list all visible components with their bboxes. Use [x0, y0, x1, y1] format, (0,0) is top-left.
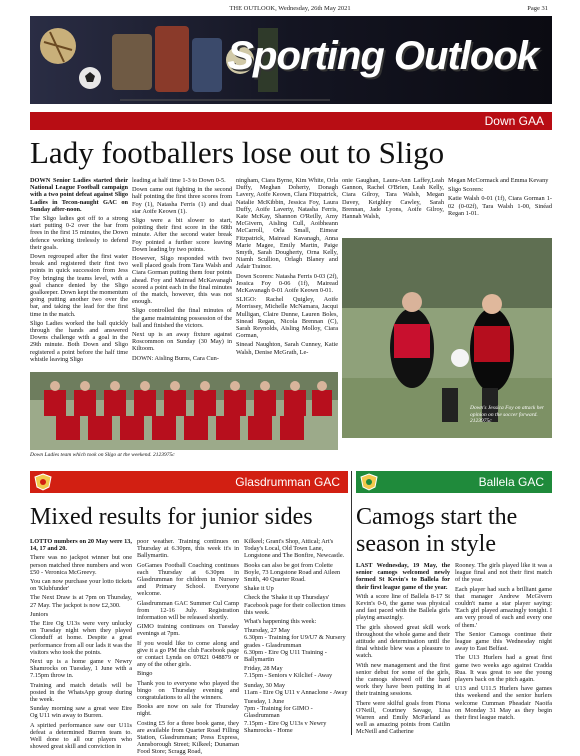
paragraph: Next up is a home game v Newry Shamrocks on Tuesday, 1 June with a 7.15pm throw in. — [30, 658, 132, 680]
paragraph: Sligo Ladies worked the ball quickly through the hands and answered Downs challenge with a goal in the 29th minute. Both Down and Sligo registered a point before the half time whistle leaving Sligo — [30, 319, 128, 363]
paragraph: There was no jackpot winner but one person matched three numbers and won £50 - Veronica McGreevy. — [30, 554, 132, 576]
paper-dateline: THE OUTLOOK, Wednesday, 26th May 2021 — [229, 5, 351, 12]
paragraph: If you would like to come along and give it a go PM the club Facebook page or contact Lynda on 07821 048879 or any of the other girls. — [137, 639, 239, 669]
paragraph: Each player had such a brilliant game that manager Andrew McGivern couldn't name a star player saying: 'Each girl played amazingly tonight. I am very proud of each and every one of them.' — [455, 585, 552, 629]
paragraph: A spirited performance saw our U11s defeat a determined Burren team to. Well done to all our players who showed great skill and conviction in — [30, 721, 132, 751]
glasdrumman-crest-icon — [34, 473, 52, 491]
paragraph: With a score line of Ballela 8-17 St Kevin's 0-0, the game was physical and fast paced with the Ballela girls playing amazingly. — [356, 592, 450, 622]
masthead-banner — [30, 16, 552, 104]
section-bar-down-gaa — [30, 112, 552, 130]
article-column-5 — [448, 177, 552, 235]
paragraph: The Sligo ladies got off to a strong start putting 0-2 over the bar from frees in the first 15 minutes, the Down defence working tirelessly to defend their goals. — [30, 215, 128, 251]
paragraph: However, Sligo responded with two well placed goals from Tara Walsh and Ciara Gorman putting them four points ahead. Foy and Mairead McKavanagh scored a point each in the final minutes of the match, however, this was not enough. — [132, 255, 232, 306]
section-label: Ballela GAC — [478, 475, 544, 489]
paragraph: Costing £5 for a three book game, they are available from Quarter Road Filling Station, Glasdrumman; Press Express, Annsborough Street; Kilkeel; Dunaman Food Store; Scragg Road, — [137, 719, 239, 756]
page-header — [30, 2, 550, 16]
column-divider — [351, 471, 352, 735]
paragraph: The Senior Camogs continue their league game this Wednesday night away to East Belfast. — [455, 630, 552, 653]
paragraph: Glasdrumman GAC Summer Cul Camp from 12-16 July. Registration information will be released shortly. — [137, 599, 239, 622]
paragraph: Sinead Naughton, Sarah Cunney, Katie Walsh, Denise McGrath, Le- — [236, 341, 338, 356]
team-photo — [30, 372, 338, 450]
schedule-day: Tuesday, 1 June — [244, 698, 285, 706]
paragraph: Down regrouped after the first water break and registered their first two points in quick succession from Jess Foy bringing the teams level, with a goal chance denied by the Sligo goalkeeper. Down kept the momentum going putting another two over the bar, and taking the lead for the first time in the match. — [30, 253, 128, 318]
lead-paragraph: LAST Wednesday, 19 May, the senior camogs welcomed newly formed St Kevin's to Ballela for their first league game of the year. — [356, 562, 450, 591]
section-bar-ballela — [356, 471, 552, 493]
paragraph: U13 and U11.5 Hurlers have games this weekend and the senior hurlers welcome Cumman Pheadair Naoifa on Monday 31 May as they begin their first league match. — [455, 685, 552, 722]
action-photo-caption: Down's Jessica Foy on attack her opinion on the soccer forward. 2123975c — [470, 405, 545, 424]
paragraph: Rooney. The girls played like it was a league final and not their first match of the year. — [455, 562, 552, 584]
masthead-title: Sporting Outlook — [227, 34, 538, 78]
lead-paragraph: LOTTO numbers on 20 May were 13, 14, 17 and 20. — [30, 538, 132, 553]
section-label: Down GAA — [484, 114, 544, 128]
ballela-column-1 — [356, 562, 450, 734]
paragraph: Down Scorers: Natasha Ferris 0-03 (2f), Jessica Foy 0-06 (1f), Mairead McKavanagh 0-01 Aoife Keown 0-01. — [236, 272, 338, 295]
paragraph: What's happening this week: — [244, 618, 317, 626]
paragraph: GoGames Football Coaching continues each Thursday at 6.30pm in Glasdrumman for children in Nursery and Primary School. Everyone welcome. — [137, 561, 239, 598]
paragraph: You can now purchase your lotto tickets on 'Klubfunder' — [30, 578, 132, 593]
schedule-day: Thursday, 27 May — [244, 627, 290, 635]
schedule-item: 7pm - Training for GIMO - Glasdrumman — [244, 705, 313, 720]
paragraph: The girls showed great skill work throughout the whole game and their attitude and determination until the final whistle blew was a pleasure to watch. — [356, 623, 450, 660]
paragraph: Books are now on sale for Thursday night. — [137, 703, 239, 718]
down-gaa-headline: Lady footballers lose out to Sligo — [30, 135, 445, 170]
section-label: Glasdrumman GAC — [235, 475, 340, 489]
team-photo-caption: Down Ladies team which took on Sligo at the weekend. 2123975c — [30, 452, 175, 458]
paragraph: The U13 Hurlers had a great first game two weeks ago against Cradda Rua. It was great to see the young players back on the pitch again. — [455, 654, 552, 684]
schedule-item: 6.30pm - Eire Og U11 Training - Ballymartin — [244, 648, 327, 664]
paragraph: Sligo were a bit slower to start, pointing their first score in the 68th minute. After the second water break Foy pointed a further score leaving Down leading by two points. — [132, 217, 232, 253]
article-column-2 — [132, 177, 232, 373]
paragraph: Sligo controlled the final minutes of the game maintaining possession of the ball and finished the victors. — [132, 307, 232, 329]
paragraph: With new management and the first senior debut for some of the girls, the camogs showed off the hard work they have been putting in at their training sessions. — [356, 661, 450, 698]
ballela-crest-icon — [360, 473, 378, 491]
paragraph: SLIGO: Rachel Quigley, Aoife Morrissey, Michelle McNamara, Jacqui Mulligan, Claire Dunne, Lauren Boles, Sinead Regan, Nicola Brennan (C), Sarah Reynolds, Aisling Molloy, Ciara Gorman, — [236, 296, 338, 340]
subheading: Juniors — [30, 610, 49, 618]
paragraph: Sligo Scorers: — [448, 186, 484, 194]
ballela-column-2 — [455, 562, 552, 734]
paragraph: The Next Draw is at 7pm on Thursday, 27 May. The jackpot is now £2,300. — [30, 594, 132, 609]
paragraph: The Eire Og U13s were very unlucky on Tuesday night when they played Clonduff at home. Despite a great performance from all our lads it was the visitors who took the points. — [30, 620, 132, 656]
paragraph: poor weather. Training continues on Thursday at 6.30pm, this week it's in Ballymartin. — [137, 538, 239, 560]
paragraph: Thank you to everyone who played the bingo on Thursday evening and congratulations to all the winners. — [137, 679, 239, 702]
paragraph: Katie Walsh 0-01 (1f), Ciara Gorman 1-02 (0-02f), Tara Walsh 1-00, Sinéad Regan 1-01. — [448, 195, 552, 217]
section-bar-glasdrumman — [30, 471, 348, 493]
page-number: Page 31 — [527, 5, 548, 12]
schedule-item: 11am - Eire Og U11 v Annaclone - Away — [244, 688, 348, 696]
paragraph: DOWN: Aisling Burns, Cara Cun- — [132, 354, 219, 362]
glasdrumman-column-3 — [244, 538, 348, 734]
paragraph: There were skilful goals from Fiona O'Neill, Courtney Savage, Lisa Warren and Emily McParland as well as amazing points from Caitlin McNeill and Catherine — [356, 699, 450, 736]
paragraph: Next up is an away fixture against Roscommon on Sunday (30 May) in Kiltoom. — [132, 331, 232, 353]
article-column-1 — [30, 177, 128, 373]
article-column-3 — [236, 177, 338, 373]
schedule-item: 6.30pm - Training for U9/U7 & Nursery grades - Glasdrumman — [244, 634, 346, 649]
paragraph: Training and match details will be posted in the WhatsApp group during the week. — [30, 681, 132, 704]
subheading: Shake it Up — [244, 585, 274, 593]
glasdrumman-headline: Mixed results for junior sides — [30, 504, 313, 530]
paragraph: Books can also be got from Colette Boyle, 73 Longstone Road and Aileen Smith, 40 Quarter Road. — [244, 561, 341, 584]
paragraph: Megan McCormack and Emma Kevany — [448, 177, 549, 184]
schedule-day: Friday, 28 May — [244, 665, 283, 673]
schedule-item: 7.15pm - Eire Og U13s v Newry Shamrocks - Home — [244, 719, 327, 734]
glasdrumman-column-2 — [137, 538, 239, 756]
schedule-item: 7.15pm - Seniors v Kilclief - Away — [244, 672, 333, 680]
paragraph: GIMO training continues on Tuesday evenings at 7pm. — [137, 623, 239, 638]
ballela-headline: Camogs start the season in style — [356, 504, 518, 557]
paragraph: Kilkeel; Grant's Shop, Attical; Art's Today's Local, Old Town Lane, Longstone and The Bonfire, Newcastle. — [244, 538, 345, 560]
paragraph: Check the 'Shake it up Thursdays' Facebook page for their collection times this week. — [244, 594, 346, 616]
paragraph: onie Gaughan, Laura-Ann Laffey,Leah Gannon, Rachel O'Brien, Leah Kelly, Ciara Gilroy, Tara Walsh, Megan Davey, Keighley Cawley, Sarah Brennan, Jade Lyons, Aoife Gilroy, Hannah Walsh, — [342, 177, 444, 221]
subheading: Bingo — [137, 670, 153, 678]
paragraph: ningham, Ciara Byrne, Kim White, Orla Duffy, Meghan Doherty, Donagh Lavery, Aoife Keown, Clara Fitzpatrick, Natalie McKibbin, Jessica Foy, Laura Duffy, Aoife Laverty, Natasha Ferris, Kate McKay, Shannon O'Reilly, Amy McGivern, Aisling Cull, Aoibheann McCarroll, Orla Small, Eimear Fitzpatrick, Mairead Kavanagh, Anna Marie Magee, Emily Martin, Paige Smyth, Sarah Dougherty, Orna Kelly, Niamh Scullion, Orlagh Blaney and Adair Trainor. — [236, 177, 338, 271]
paragraph: Sunday morning saw a great wee Eire Og U11 win away to Burren. — [30, 705, 132, 720]
paragraph: Down came out fighting in the second half pointing the first three scores from Foy (1), Natasha Ferris (1) and dual star Aoife Keown (1). — [132, 186, 232, 215]
article-column-4 — [342, 177, 444, 235]
schedule-day: Sunday, 30 May — [244, 681, 286, 689]
glasdrumman-column-1 — [30, 538, 132, 751]
lead-paragraph: DOWN Senior Ladies started their National League Football campaign with a two point defeat against Sligo Ladies in Tecon-naught GAC on Sunday after-noon. — [30, 177, 128, 213]
paragraph: leading at half time 1-3 to Down 0-5. — [132, 177, 226, 184]
